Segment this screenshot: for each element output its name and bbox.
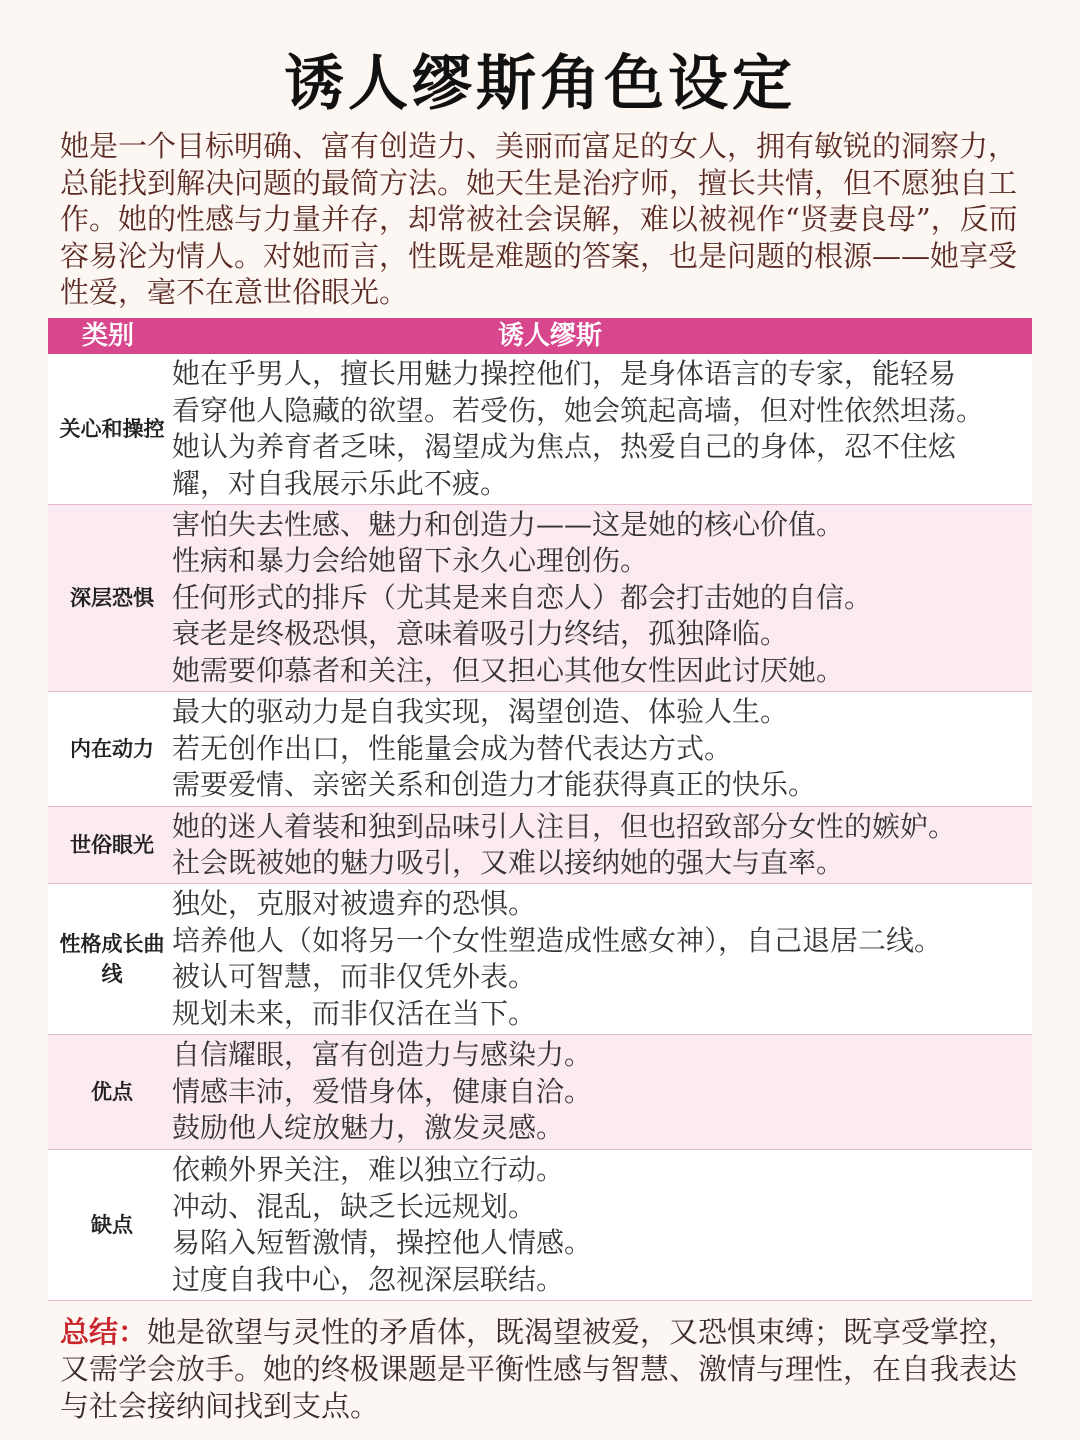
row-content	[172, 507, 1032, 690]
content-line: 她的迷人着装和独到品味引人注目，但也招致部分女性的嫉妒。	[172, 809, 957, 843]
header-archetype: 诱人缪斯	[497, 321, 602, 351]
content-line: 冲动、混乱，缺乏长远规划。	[172, 1189, 537, 1223]
table-row	[48, 1150, 1032, 1301]
row-category: 世俗眼光	[70, 833, 154, 857]
row-category: 关心和操控	[59, 417, 165, 441]
content-line: 任何形式的排斥（尤其是来自恋人）都会打击她的自信。	[172, 580, 873, 614]
table-row	[48, 807, 1032, 884]
row-content	[172, 809, 1032, 882]
content-line: 过度自我中心，忽视深层联结。	[172, 1262, 565, 1296]
content-line: 社会既被她的魅力吸引，又难以接纳她的强大与直率。	[172, 846, 845, 879]
row-category: 优点	[91, 1080, 133, 1104]
content-line: 情感丰沛，爱惜身体，健康自洽。	[172, 1074, 593, 1108]
content-line: 若无创作出口，性能量会成为替代表达方式。	[172, 731, 733, 765]
content-line: 害怕失去性感、魅力和创造力——这是她的核心价值。	[172, 507, 845, 541]
content-line: 需要爱情、亲密关系和创造力才能获得真正的快乐。	[172, 768, 817, 802]
summary-text: 她是欲望与灵性的矛盾体，既渴望被爱，又恐惧束缚；既享受掌控，又需学会放手。她的终极课题是平衡性感与智慧、激情与理性，在自我表达与社会接纳间找到支点。	[60, 1315, 1018, 1423]
content-line: 耀，对自我展示乐此不疲。	[172, 466, 509, 500]
content-line: 最大的驱动力是自我实现，渴望创造、体验人生。	[172, 695, 789, 729]
intro-paragraph: 她是一个目标明确、富有创造力、美丽而富足的女人，拥有敏锐的洞察力，总能找到解决问题的最简方法。她天生是治疗师，擅长共情，但不愿独自工作。她的性感与力量并存，却常被社会误解，难以被视作“贤妻良母”，反而容易沦为情人。对她而言，性既是难题的答案，也是问题的根源——她享受性爱，毫不在意世俗眼光。	[60, 129, 1018, 309]
character-table	[48, 318, 1032, 1301]
table-row	[48, 354, 1032, 505]
content-line: 她在乎男人，擅长用魅力操控他们，是身体语言的专家，能轻易	[172, 357, 957, 390]
row-content	[172, 356, 1032, 502]
row-category: 缺点	[91, 1213, 133, 1237]
content-line: 她需要仰慕者和关注，但又担心其他女性因此讨厌她。	[172, 653, 845, 687]
table-header	[48, 318, 1032, 354]
content-line: 她认为养育者乏味，渴望成为焦点，热爱自己的身体，忍不住炫	[172, 430, 957, 463]
header-category: 类别	[81, 321, 134, 351]
row-category: 内在动力	[70, 737, 154, 761]
table-row	[48, 884, 1032, 1035]
row-content	[172, 694, 1032, 804]
row-content	[172, 1037, 1032, 1147]
page-title: 诱人缪斯角色设定	[284, 49, 796, 119]
content-line: 性病和暴力会给她留下永久心理创伤。	[172, 544, 649, 578]
content-line: 衰老是终极恐惧，意味着吸引力终结，孤独降临。	[172, 617, 789, 651]
row-content	[172, 886, 1032, 1032]
content-line: 依赖外界关注，难以独立行动。	[172, 1153, 565, 1186]
table-row	[48, 505, 1032, 692]
content-line: 看穿他人隐藏的欲望。若受伤，她会筑起高墙，但对性依然坦荡。	[172, 393, 985, 427]
content-line: 自信耀眼，富有创造力与感染力。	[172, 1038, 593, 1072]
table-row	[48, 1035, 1032, 1150]
summary-paragraph	[60, 1314, 1020, 1425]
row-category: 深层恐惧	[70, 586, 154, 610]
content-line: 易陷入短暂激情，操控他人情感。	[172, 1226, 593, 1259]
content-line: 被认可智慧，而非仅凭外表。	[172, 960, 537, 993]
content-line: 独处，克服对被遗弃的恐惧。	[172, 887, 537, 920]
row-content	[172, 1152, 1032, 1298]
content-line: 培养他人（如将另一个女性塑造成性感女神），自己退居二线。	[172, 923, 943, 957]
content-line: 规划未来，而非仅活在当下。	[172, 996, 537, 1030]
content-line: 鼓励他人绽放魅力，激发灵感。	[172, 1111, 565, 1145]
summary-label: 总结：	[60, 1315, 148, 1349]
table-row	[48, 692, 1032, 807]
row-category: 性格成长曲线	[59, 932, 165, 986]
